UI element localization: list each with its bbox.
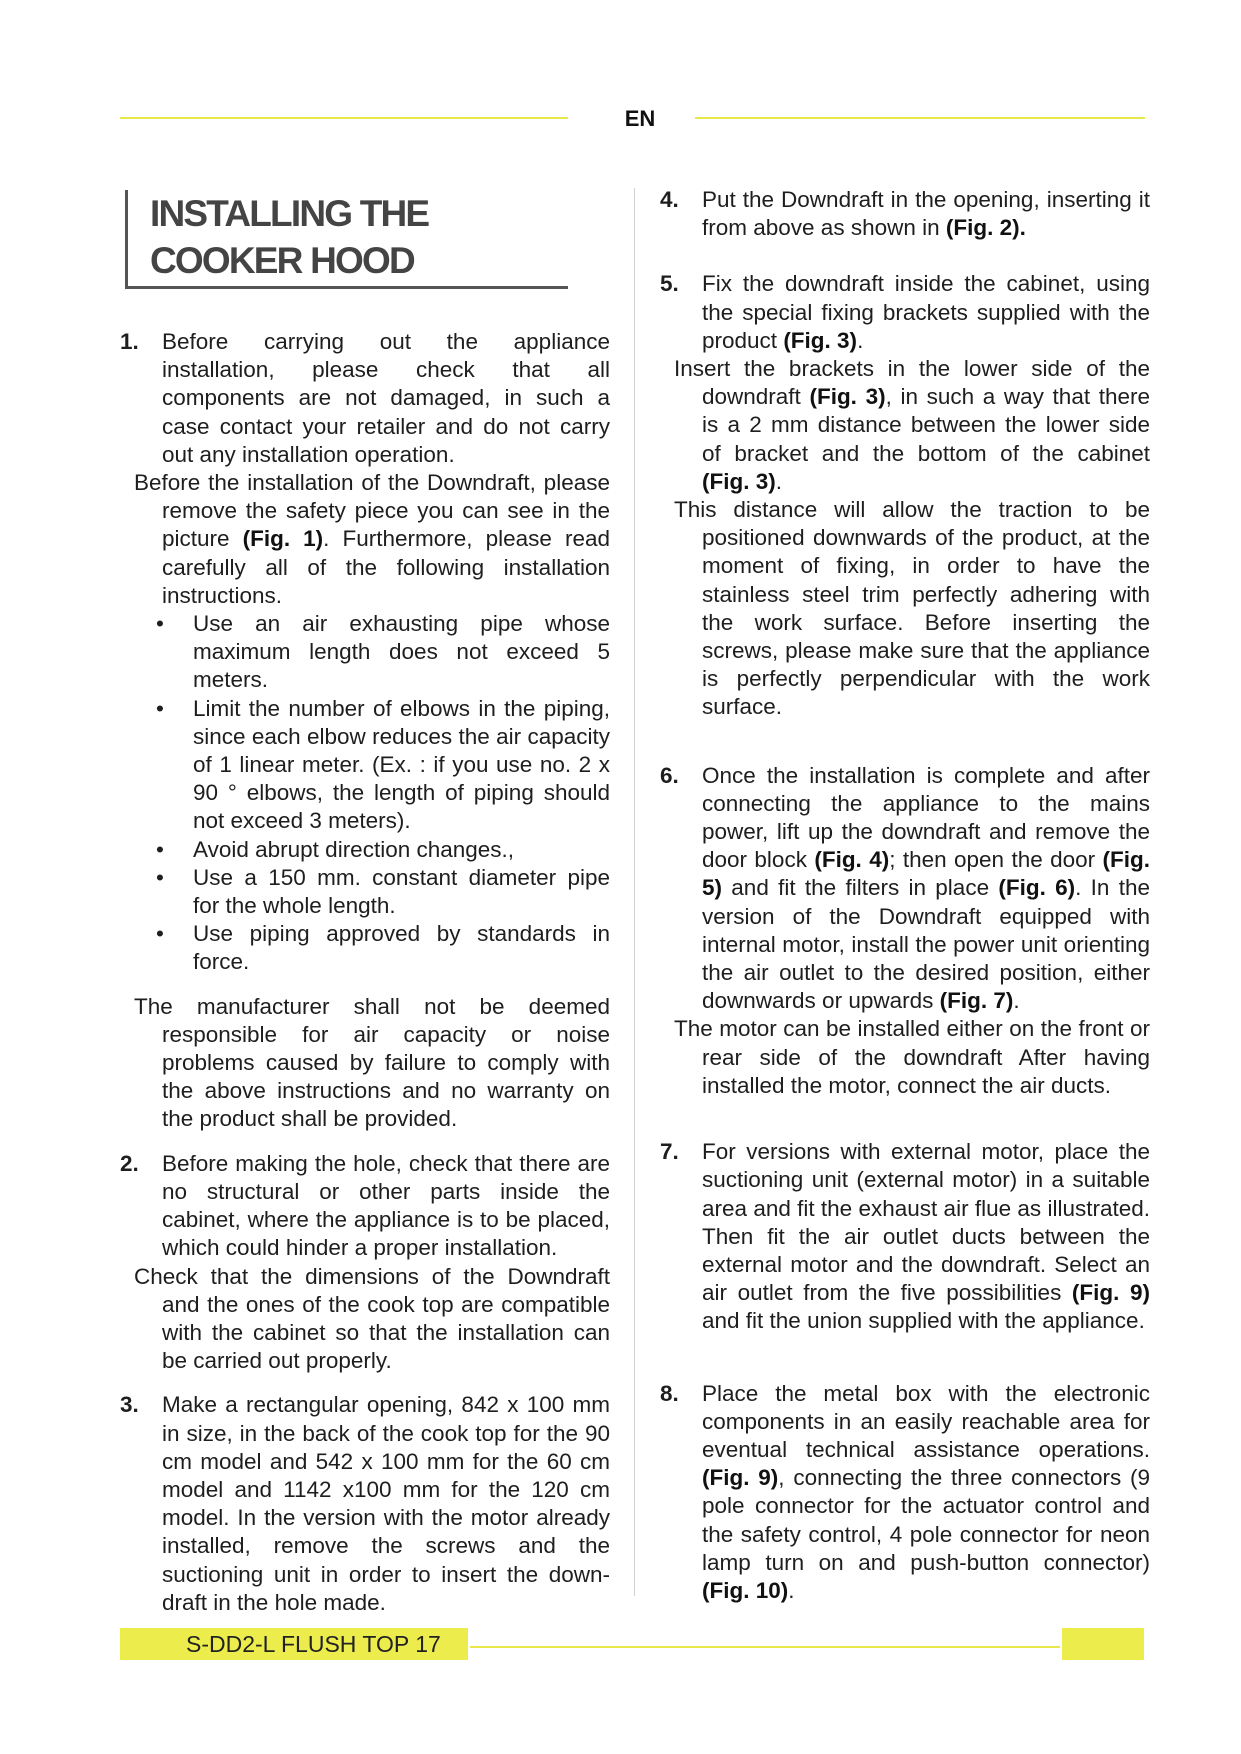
figure-reference: (Fig. 6) [998, 875, 1076, 901]
figure-reference: (Fig. 2). [945, 215, 1026, 241]
bullet-item: • Avoid abrupt direction changes., [156, 836, 515, 862]
title-line-2: COOKER HOOD [150, 240, 414, 281]
bullet-item: • Use piping approved by standards in force. [156, 921, 610, 975]
footer-rule [470, 1646, 1060, 1648]
step-number: 6. [660, 762, 679, 788]
step-1-continuation: Before the installation of the Downdraft, please remove the safety piece you can see in the picture (Fig. 1). Furthermore, please read carefully all of the following installation instructions. [134, 470, 610, 608]
step-6: 6. Once the installation is complete and after connecting the appliance to the mains power, lift up the downdraft and remove the door block (Fig. 4); then open the door (Fig. 5) and fit the filters in place (Fig. 6). In the version of the Downdraft equipped with internal motor, install the power unit orienting the air outlet to the desired position, either downwards or upwards (Fig. 7). [660, 762, 1150, 1014]
step-4: 4. Put the Downdraft in the opening, inserting it from above as shown in (Fig. 2). [660, 187, 1150, 241]
figure-reference: (Fig. 5) [702, 847, 1150, 901]
right-column [660, 186, 1150, 1605]
language-label: EN [624, 106, 656, 131]
header-rule-left [120, 117, 568, 119]
figure-reference: (Fig. 3) [809, 384, 886, 410]
step-5: 5. Fix the downdraft inside the cabinet, using the special fixing brackets supplied with the product (Fig. 3). [660, 271, 1150, 353]
step-2-continuation: Check that the dimensions of the Downdraft and the ones of the cook top are compatible with the cabinet so that the installation can be carried out properly. [134, 1263, 610, 1374]
footer-page-block [1062, 1628, 1144, 1660]
step-number: 7. [660, 1139, 679, 1165]
figure-reference: (Fig. 1) [242, 526, 324, 552]
step-6-continuation: The motor can be installed either on the front or rear side of the downdraft After having installed the motor, connect the air ducts. [674, 1016, 1150, 1098]
step-8: 8. Place the metal box with the electronic components in an easily reachable area for eventual technical assistance operations. (Fig. 9), connecting the three connectors (9 pole connector for the actuator control and the safety control, 4 pole connector for neon lamp turn on and push-button connector) (Fig. 10). [660, 1380, 1150, 1603]
column-divider [634, 188, 635, 1596]
step-5-continuation-1: Insert the brackets in the lower side of the downdraft (Fig. 3), in such a way that there is a 2 mm distance between the lower side of bracket and the bottom of the cabinet (Fig. 3). [674, 356, 1150, 494]
step-text: Make a rectangular opening, 842 x 100 mm in size, in the back of the cook top for the 90 cm model and 542 x 100 mm for the 60 cm model and 1142 x100 mm for the 120 cm model. In the version with the motor already installed, remove the screws and the suctioning unit in order to insert the down-draft in the hole made. [162, 1392, 610, 1615]
step-5-continuation-2: This distance will allow the traction to be positioned downwards of the product, at the moment of fixing, in order to have the stainless steel trim perfectly adhering with the work surface. Before inserting the screws, please make sure that the appliance is perfectly perpendicular with the work surface. [674, 497, 1150, 720]
step-3 [120, 1391, 610, 1617]
step-text: Before carrying out the appliance installation, please check that all components are not damaged, in such a case contact your retailer and do not carry out any installation operation. [162, 329, 610, 467]
figure-reference: (Fig. 4) [814, 847, 890, 873]
step-number: 4. [660, 187, 679, 212]
manufacturer-note: The manufacturer shall not be deemed responsible for air capacity or noise problems caused by failure to comply with the above instructions and no warranty on the product shall be provided. [134, 993, 610, 1132]
bullet-item: • Use an air exhausting pipe whose maximum length does not exceed 5 meters. [156, 611, 610, 693]
figure-reference: (Fig. 9) [702, 1465, 779, 1491]
step-number: 5. [660, 271, 679, 297]
step-number: 8. [660, 1380, 679, 1406]
bullet-item: • Limit the number of elbows in the piping, since each elbow reduces the air capacity of 1 linear meter. (Ex. : if you use no. 2 x 90 ° elbows, the length of piping should not exceed 3 meters). [156, 695, 610, 834]
figure-reference: (Fig. 10) [702, 1577, 789, 1603]
figure-reference: (Fig. 3) [702, 468, 776, 494]
figure-reference: (Fig. 9) [1071, 1280, 1150, 1306]
step-number: 1. [120, 329, 139, 354]
page-title [150, 190, 428, 284]
figure-reference: (Fig. 3) [783, 327, 858, 353]
step-1 [120, 328, 610, 469]
footer-model-label: S-DD2-L FLUSH TOP 17 [186, 1631, 441, 1657]
step-text: Before making the hole, check that there are no structural or other parts inside the cabinet, where the appliance is to be placed, which could hinder a proper installation. [162, 1150, 610, 1261]
bullet-item: • Use a 150 mm. constant diameter pipe for the whole length. [156, 864, 610, 919]
title-line-1: INSTALLING THE [150, 193, 429, 234]
step-number: 3. [120, 1392, 139, 1418]
step-number: 2. [120, 1150, 139, 1176]
left-column [120, 328, 610, 1617]
figure-reference: (Fig. 7) [939, 988, 1014, 1014]
step-2 [120, 1150, 610, 1263]
header-rule-right [695, 117, 1145, 119]
step-7: 7. For versions with external motor, place the suctioning unit (external motor) in a suitable area and fit the exhaust air flue as illustrated. Then fit the air outlet ducts between the external motor and the downdraft. Select an air outlet from the five possibilities (Fig. 9) and fit the union supplied with the appliance. [660, 1139, 1150, 1334]
